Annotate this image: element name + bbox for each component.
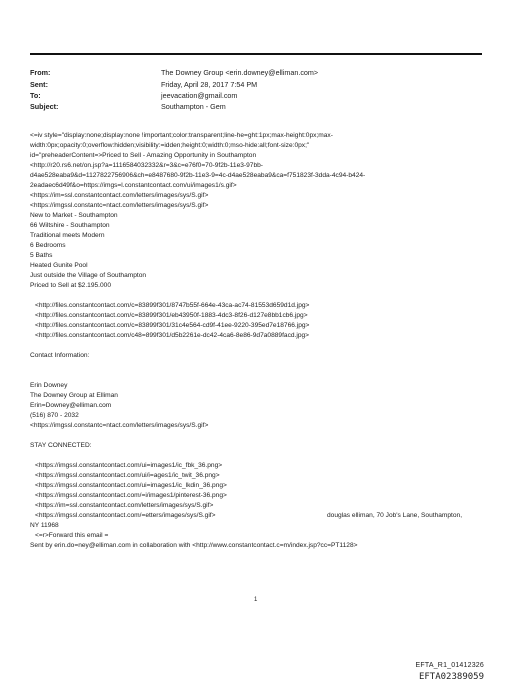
listing-line: New to Market - Southampton: [30, 212, 118, 219]
image-link[interactable]: <http://files.constantcontact.com/c=83899f301/31c4e564-cd9f-41ee-9220-395ed7e18766.jpg>: [35, 322, 310, 329]
sent-label: Sent:: [30, 80, 48, 89]
social-link[interactable]: <https://imgssl.constantcontact.com/=i/images1/pinterest-36.png>: [35, 492, 227, 499]
image-link[interactable]: <http://files.constantcontact.com/c=83899f301/8747b55f-664e-43ca-ac74-81553d659d1d.jpg>: [35, 302, 310, 309]
contact-heading: Contact Information:: [30, 352, 90, 359]
header-divider: [30, 53, 482, 55]
sent-value: Friday, April 28, 2017 7:54 PM: [161, 80, 258, 89]
image-link[interactable]: <http://files.constantcontact.com/c48=899f301/d5b2261e-dc42-4ca6-8e86-9d7a0889facd.jpg>: [35, 332, 310, 339]
contact-line: Erin Downey: [30, 382, 68, 389]
listing-line: Heated Gunite Pool: [30, 262, 88, 269]
body-line: <https://imgssl.constantc=ntact.com/letters/images/sys/S.gif>: [30, 202, 209, 209]
listing-line: Traditional meets Modern: [30, 232, 105, 239]
body-line: d4ae528eaba9&d=1127822756906&ch=e8487680-9f2b-11e3-9=4c-d4ae528eaba9&ca=f751823f-3dda-4c94-b424-: [30, 172, 366, 179]
social-link[interactable]: <https://imgssl.constantcontact.com/ui=images1/ic_fbk_36.png>: [35, 462, 223, 469]
contact-phone: (516) 870 - 2032: [30, 412, 79, 419]
page-number: 1: [254, 597, 258, 603]
efta-id-small: EFTA_R1_01412326: [415, 662, 484, 669]
from-label: From:: [30, 68, 51, 77]
sent-by-line: Sent by erin.do=ney@elliman.com in collaboration with <http://www.constantcontact.c=m/index.jsp?cc=PT1128>: [30, 542, 358, 549]
spacer-link[interactable]: <https://imgssl.constantcontact.com/=etters/images/sys/S.gif>: [35, 512, 216, 519]
contact-line: The Downey Group at Elliman: [30, 392, 118, 399]
stay-connected-heading: STAY CONNECTED:: [30, 442, 92, 449]
body-line: width:0px;opacity:0;overflow:hidden;visibility:=idden;height:0;width:0;mso-hide:all;font-size:0px;": [30, 142, 310, 149]
listing-line: Priced to Sell at $2.195.000: [30, 282, 112, 289]
contact-link[interactable]: <https://imgssl.constantc=ntact.com/letters/images/sys/S.gif>: [30, 422, 209, 429]
subject-value: Southampton - Gem: [161, 102, 226, 111]
listing-line: Just outside the Village of Southampton: [30, 272, 147, 279]
listing-line: 66 Wiltshire - Southampton: [30, 222, 110, 229]
forward-link[interactable]: <=r>Forward this email =: [35, 532, 109, 539]
efta-id-large: EFTA02389059: [418, 672, 484, 682]
subject-label: Subject:: [30, 102, 59, 111]
social-link[interactable]: <https://im=ssl.constantcontact.com/letters/images/sys/S.gif>: [35, 502, 214, 509]
to-value: jeevacation@gmail.com: [161, 91, 238, 100]
from-value: The Downey Group <erin.downey@elliman.com>: [161, 68, 319, 77]
body-line: <http://r20.rs6.net/on.jsp?a=1116584032332&r=3&c=e76f0=70-9f2b-11e3-97bb-: [30, 162, 263, 169]
address-text: douglas elliman, 70 Job's Lane, Southampton,: [327, 512, 463, 519]
body-line: id="preheaderContent=>Priced to Sell - Amazing Opportunity in Southampton: [30, 152, 257, 159]
contact-email[interactable]: Erin=Downey@elliman.com: [30, 402, 112, 409]
listing-line: 6 Bedrooms: [30, 242, 66, 249]
address-cont: NY 11968: [30, 522, 59, 529]
body-line: <https://im=ssl.constantcontact.com/letters/images/sys/S.gif>: [30, 192, 209, 199]
address-line: [30, 511, 485, 521]
social-link[interactable]: <https://imgssl.constantcontact.com/ui/i=ages1/ic_twit_36.png>: [35, 472, 220, 479]
listing-line: 5 Baths: [30, 252, 53, 259]
body-line: <=iv style="display:none;display:none !important;color:transparent;line-he=ght:1px;max-height:0px;max-: [30, 132, 333, 139]
image-link[interactable]: <http://files.constantcontact.com/c=83899f301/eb43950f-1883-4dc3-8f26-d127e8bb1cb6.jpg>: [35, 312, 308, 319]
email-body: [30, 131, 485, 551]
social-link[interactable]: <https://imgssl.constantcontact.com/ui=images1/ic_lkdin_36.png>: [35, 482, 227, 489]
body-line: 2eadaec6d49f&o=https://imgs=l.constantcontact.com/ui/images1/s.gif>: [30, 182, 237, 189]
to-label: To:: [30, 91, 41, 100]
